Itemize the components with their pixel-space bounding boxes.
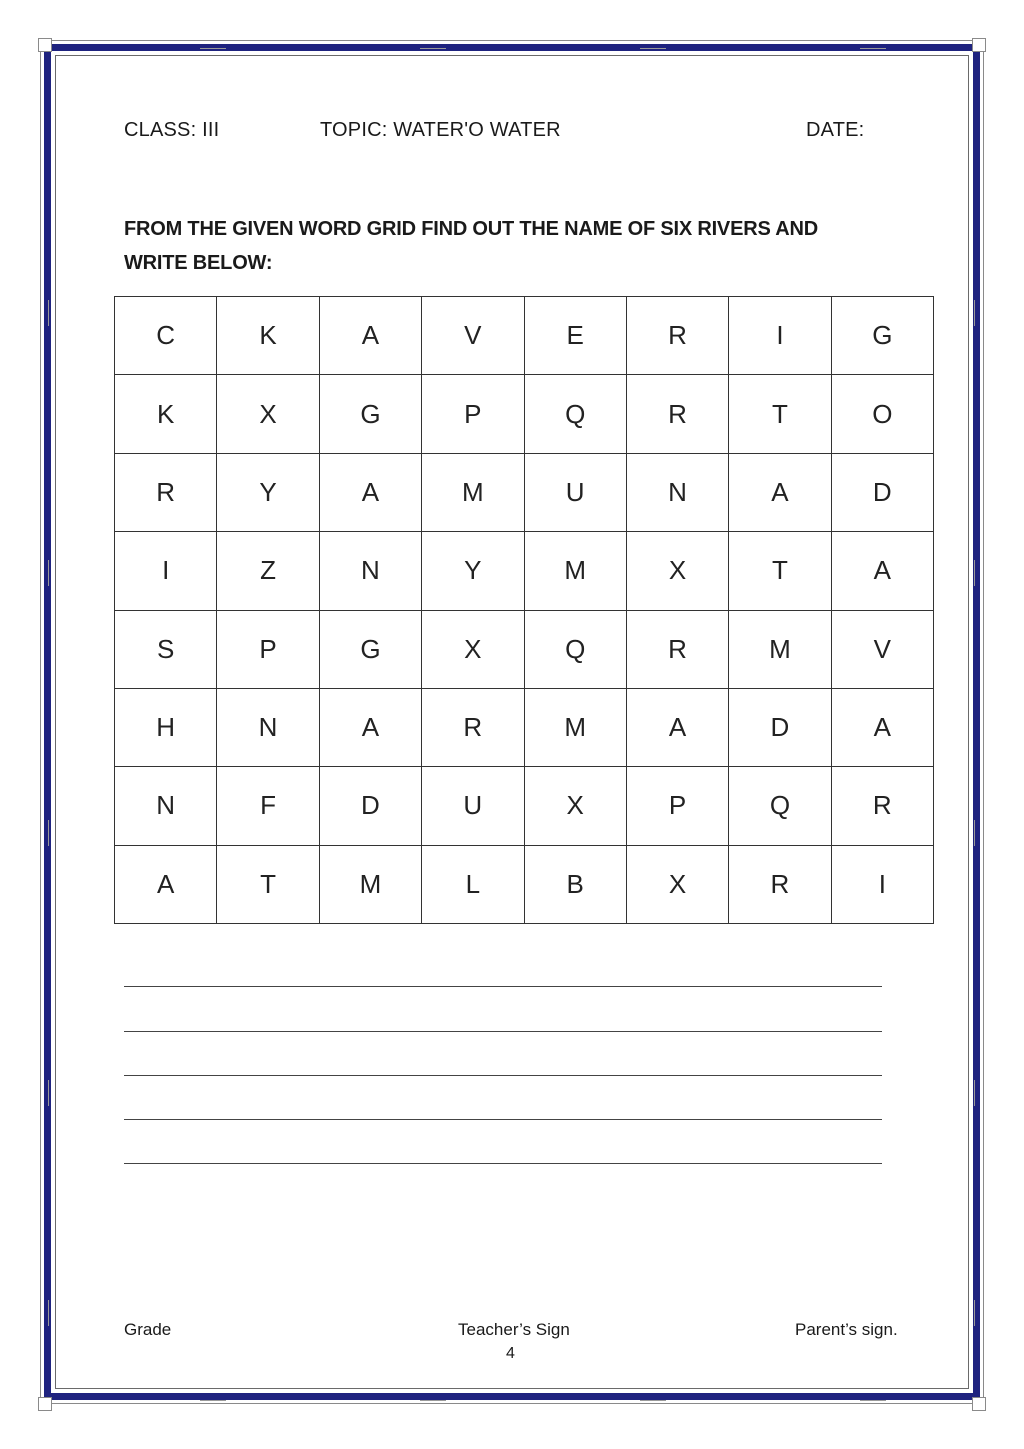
class-label: CLASS: III [124,119,220,141]
grade-label: Grade [124,1320,172,1339]
grid-cell: R [626,610,728,688]
grid-cell: Q [524,375,626,453]
grid-cell: R [422,688,524,766]
border-tick [48,560,49,586]
grid-cell: V [422,297,524,375]
border-tick [48,1080,49,1106]
grid-cell: R [626,375,728,453]
grid-cell: H [115,688,217,766]
grid-cell: T [217,845,319,923]
grid-cell: S [115,610,217,688]
grid-cell: T [729,375,831,453]
border-tick [640,1400,666,1401]
grid-row [115,845,934,923]
grid-cell: P [626,767,728,845]
border-tick [420,48,446,49]
word-grid [114,296,934,924]
grid-row [115,610,934,688]
grid-cell: A [831,532,933,610]
grid-cell: M [524,688,626,766]
grid-cell: G [319,375,421,453]
grid-cell: F [217,767,319,845]
grid-cell: U [524,453,626,531]
grid-cell: P [217,610,319,688]
grid-cell: X [626,845,728,923]
grid-cell: K [217,297,319,375]
grid-cell: V [831,610,933,688]
grid-row [115,453,934,531]
grid-cell: B [524,845,626,923]
grid-cell: D [319,767,421,845]
grid-cell: Z [217,532,319,610]
grid-cell: C [115,297,217,375]
grid-cell: Y [217,453,319,531]
grid-row [115,767,934,845]
grid-cell: I [115,532,217,610]
grid-cell: M [729,610,831,688]
border-tick [974,1080,975,1106]
border-tick [48,820,49,846]
grid-cell: R [831,767,933,845]
grid-cell: X [626,532,728,610]
grid-cell: R [729,845,831,923]
border-tick [974,820,975,846]
grid-cell: A [626,688,728,766]
grid-row [115,532,934,610]
grid-cell: R [626,297,728,375]
grid-cell: X [422,610,524,688]
border-tick [200,1400,226,1401]
topic-label: TOPIC: WATER'O WATER [320,119,561,141]
border-corner-ornament [972,38,986,52]
border-tick [974,1300,975,1326]
grid-cell: A [115,845,217,923]
grid-cell: Q [729,767,831,845]
border-tick [860,48,886,49]
answer-line[interactable] [124,1163,882,1164]
border-tick [420,1400,446,1401]
grid-cell: M [319,845,421,923]
grid-cell: A [319,688,421,766]
grid-cell: U [422,767,524,845]
answer-line[interactable] [124,986,882,987]
border-tick [200,48,226,49]
grid-cell: N [115,767,217,845]
border-tick [48,300,49,326]
instruction-text: FROM THE GIVEN WORD GRID FIND OUT THE NAME OF SIX RIVERS AND WRITE BELOW: [124,218,818,274]
border-tick [974,560,975,586]
grid-cell: N [319,532,421,610]
grid-cell: I [729,297,831,375]
grid-cell: A [831,688,933,766]
border-tick [974,300,975,326]
parent-sign-label: Parent’s sign. [795,1320,898,1339]
grid-cell: G [319,610,421,688]
grid-cell: P [422,375,524,453]
answer-line[interactable] [124,1031,882,1032]
grid-cell: I [831,845,933,923]
grid-cell: Y [422,532,524,610]
answer-line[interactable] [124,1075,882,1076]
border-tick [860,1400,886,1401]
grid-cell: K [115,375,217,453]
grid-cell: O [831,375,933,453]
grid-cell: G [831,297,933,375]
grid-cell: X [524,767,626,845]
grid-cell: D [729,688,831,766]
border-tick [640,48,666,49]
grid-row [115,375,934,453]
grid-cell: T [729,532,831,610]
grid-cell: N [217,688,319,766]
grid-cell: M [524,532,626,610]
grid-cell: A [729,453,831,531]
teacher-sign-label: Teacher’s Sign [458,1320,570,1339]
grid-cell: E [524,297,626,375]
border-corner-ornament [38,1397,52,1411]
grid-cell: A [319,453,421,531]
answer-line[interactable] [124,1119,882,1120]
grid-cell: X [217,375,319,453]
grid-cell: A [319,297,421,375]
grid-cell: N [626,453,728,531]
border-corner-ornament [972,1397,986,1411]
grid-cell: D [831,453,933,531]
date-label: DATE: [806,119,865,141]
grid-cell: Q [524,610,626,688]
grid-cell: L [422,845,524,923]
border-corner-ornament [38,38,52,52]
grid-row [115,688,934,766]
grid-row [115,297,934,375]
page-number: 4 [506,1345,515,1362]
grid-cell: M [422,453,524,531]
border-tick [48,1300,49,1326]
grid-cell: R [115,453,217,531]
